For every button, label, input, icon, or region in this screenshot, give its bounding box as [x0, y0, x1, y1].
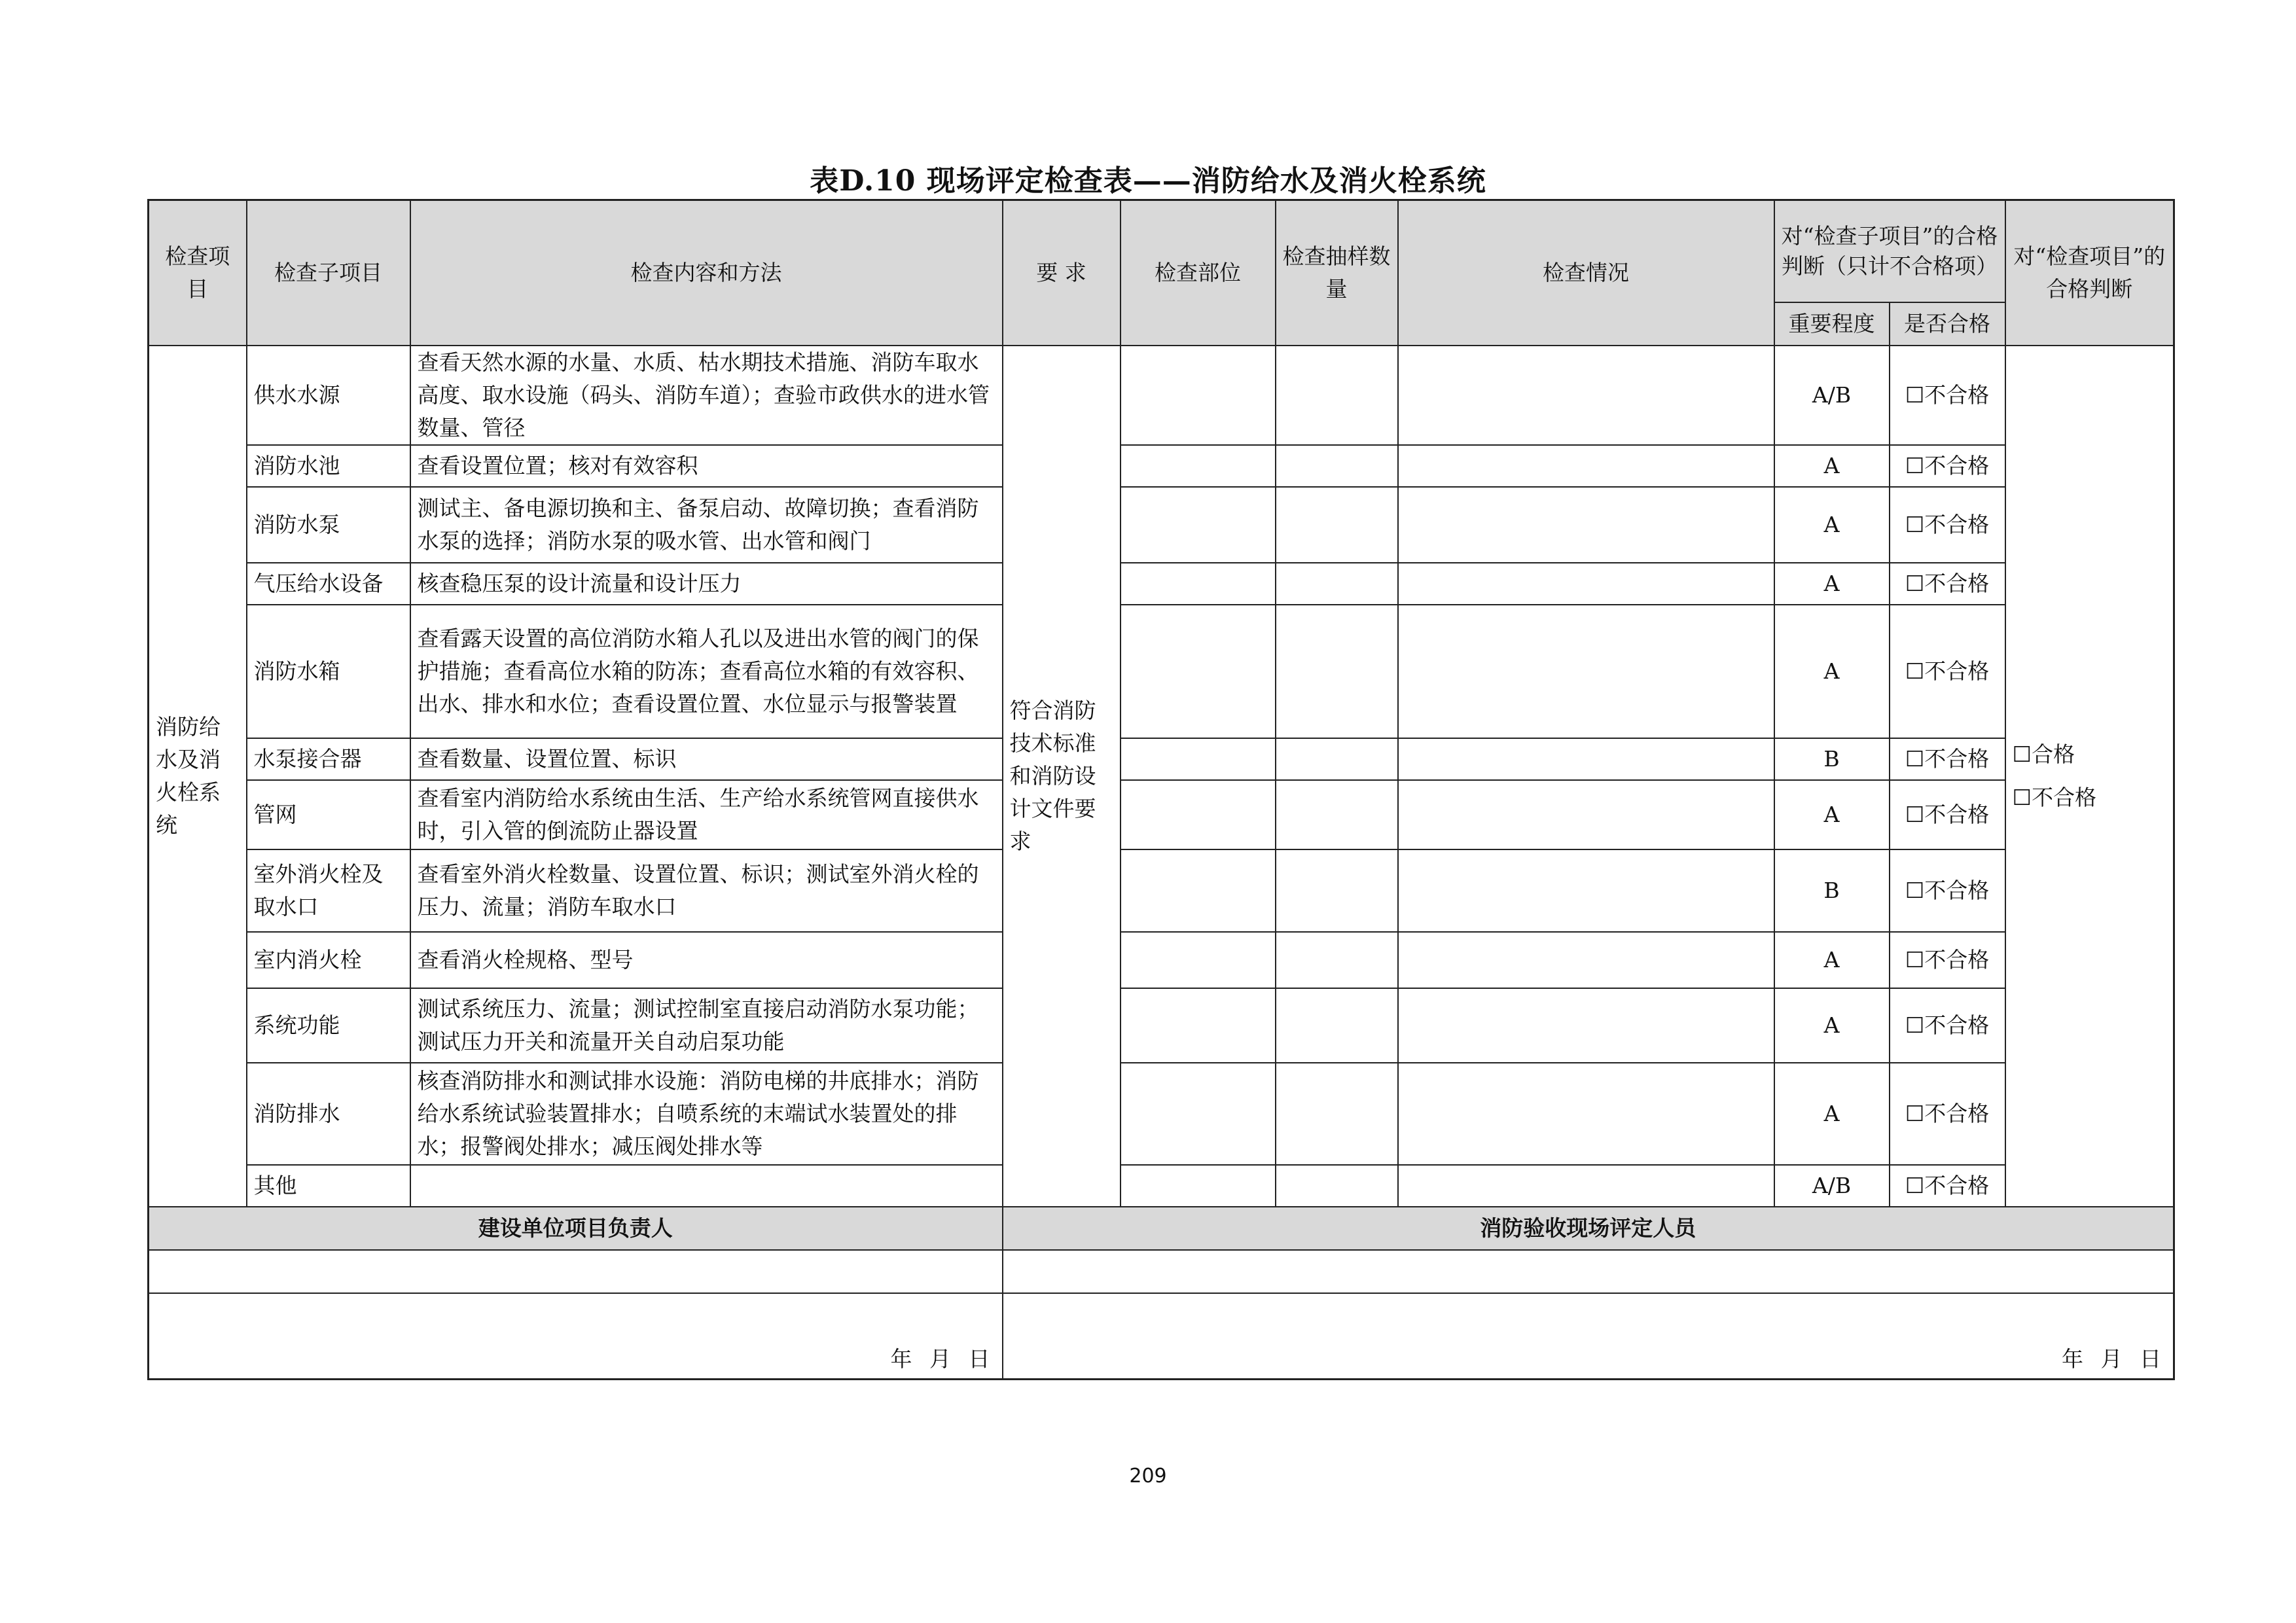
sample-input[interactable]: [1276, 738, 1398, 780]
fail-checkbox[interactable]: ☐不合格: [1890, 932, 2005, 988]
fail-checkbox[interactable]: ☐不合格: [1890, 738, 2005, 780]
fail-checkbox[interactable]: ☐不合格: [1890, 1063, 2005, 1165]
sample-input[interactable]: [1276, 849, 1398, 932]
method-text: 测试主、备电源切换和主、备泵启动、故障切换；查看消防水泵的选择；消防水泵的吸水管、出水管和阀门: [410, 487, 1003, 563]
method-text: 核查稳压泵的设计流量和设计压力: [410, 563, 1003, 605]
situation-input[interactable]: [1398, 932, 1774, 988]
method-text: 查看天然水源的水量、水质、枯水期技术措施、消防车取水高度、取水设施（码头、消防车道）；查验市政供水的进水管数量、管径: [410, 346, 1003, 445]
page-number: 209: [1129, 1465, 1167, 1488]
fail-checkbox[interactable]: ☐不合格: [1890, 780, 2005, 849]
header-sub-judgment: 对“检查子项目”的合格判断（只计不合格项）: [1774, 200, 2005, 302]
fail-checkbox[interactable]: ☐不合格: [1890, 346, 2005, 445]
importance-level: B: [1774, 738, 1890, 780]
fail-checkbox[interactable]: ☐不合格: [1890, 563, 2005, 605]
location-input[interactable]: [1121, 988, 1276, 1063]
sub-item: 消防水泵: [247, 487, 410, 563]
situation-input[interactable]: [1398, 738, 1774, 780]
sample-input[interactable]: [1276, 988, 1398, 1063]
importance-level: A: [1774, 445, 1890, 487]
sub-item: 室内消火栓: [247, 932, 410, 988]
sub-item: 室外消火栓及取水口: [247, 849, 410, 932]
inspector-signature-title: 消防验收现场评定人员: [1003, 1207, 2174, 1250]
importance-level: A: [1774, 563, 1890, 605]
situation-input[interactable]: [1398, 1165, 1774, 1207]
method-text: 查看室内消防给水系统由生活、生产给水系统管网直接供水时，引入管的倒流防止器设置: [410, 780, 1003, 849]
header-is-qualified: 是否合格: [1890, 302, 2005, 346]
sample-input[interactable]: [1276, 487, 1398, 563]
header-situation: 检查情况: [1398, 200, 1774, 346]
fail-checkbox[interactable]: ☐不合格: [1890, 988, 2005, 1063]
sample-input[interactable]: [1276, 563, 1398, 605]
location-input[interactable]: [1121, 738, 1276, 780]
location-input[interactable]: [1121, 932, 1276, 988]
importance-level: A: [1774, 1063, 1890, 1165]
category-cell: 消防给水及消火栓系统: [149, 346, 247, 1207]
situation-input[interactable]: [1398, 780, 1774, 849]
method-text: 核查消防排水和测试排水设施：消防电梯的井底排水；消防给水系统试验装置排水；自喷系统的末端试水装置处的排水；报警阀处排水；减压阀处排水等: [410, 1063, 1003, 1165]
situation-input[interactable]: [1398, 1063, 1774, 1165]
location-input[interactable]: [1121, 563, 1276, 605]
situation-input[interactable]: [1398, 563, 1774, 605]
location-input[interactable]: [1121, 1063, 1276, 1165]
fail-checkbox[interactable]: ☐不合格: [1890, 487, 2005, 563]
page-title: 表D.10 现场评定检查表——消防给水及消火栓系统: [810, 164, 1486, 198]
inspection-table: [147, 199, 2175, 1380]
header-item: 检查项目: [149, 200, 247, 346]
method-text: 查看室外消火栓数量、设置位置、标识；测试室外消火栓的压力、流量；消防车取水口: [410, 849, 1003, 932]
sub-item: 气压给水设备: [247, 563, 410, 605]
sub-item: 管网: [247, 780, 410, 849]
sample-input[interactable]: [1276, 780, 1398, 849]
inspector-date-field[interactable]: 年 月 日: [1003, 1293, 2174, 1380]
method-text: 查看设置位置；核对有效容积: [410, 445, 1003, 487]
situation-input[interactable]: [1398, 988, 1774, 1063]
header-location: 检查部位: [1121, 200, 1276, 346]
importance-level: A: [1774, 780, 1890, 849]
situation-input[interactable]: [1398, 346, 1774, 445]
header-importance: 重要程度: [1774, 302, 1890, 346]
importance-level: A: [1774, 605, 1890, 738]
inspector-signature-field[interactable]: [1003, 1250, 2174, 1293]
importance-level: A/B: [1774, 1165, 1890, 1207]
sample-input[interactable]: [1276, 605, 1398, 738]
fail-checkbox[interactable]: ☐不合格: [1890, 605, 2005, 738]
sub-item: 水泵接合器: [247, 738, 410, 780]
builder-signature-field[interactable]: [149, 1250, 1003, 1293]
fail-checkbox[interactable]: ☐不合格: [1890, 445, 2005, 487]
method-text: 查看数量、设置位置、标识: [410, 738, 1003, 780]
sample-input[interactable]: [1276, 1063, 1398, 1165]
overall-judgment-cell: [2005, 346, 2174, 1207]
sub-item: 系统功能: [247, 988, 410, 1063]
location-input[interactable]: [1121, 605, 1276, 738]
builder-signature-title: 建设单位项目负责人: [149, 1207, 1003, 1250]
location-input[interactable]: [1121, 445, 1276, 487]
overall-pass-checkbox[interactable]: ☐合格: [2012, 741, 2075, 767]
situation-input[interactable]: [1398, 445, 1774, 487]
method-text: 查看露天设置的高位消防水箱人孔以及进出水管的阀门的保护措施；查看高位水箱的防冻；查看高位水箱的有效容积、出水、排水和水位；查看设置位置、水位显示与报警装置: [410, 605, 1003, 738]
requirement-cell: 符合消防技术标准和消防设计文件要求: [1003, 346, 1121, 1207]
sub-item: 供水水源: [247, 346, 410, 445]
header-item-judgment: 对“检查项目”的合格判断: [2005, 200, 2174, 346]
method-text: [410, 1165, 1003, 1207]
importance-level: A: [1774, 487, 1890, 563]
importance-level: B: [1774, 849, 1890, 932]
header-requirement: 要 求: [1003, 200, 1121, 346]
location-input[interactable]: [1121, 780, 1276, 849]
sub-item: 其他: [247, 1165, 410, 1207]
situation-input[interactable]: [1398, 849, 1774, 932]
fail-checkbox[interactable]: ☐不合格: [1890, 1165, 2005, 1207]
location-input[interactable]: [1121, 346, 1276, 445]
location-input[interactable]: [1121, 849, 1276, 932]
location-input[interactable]: [1121, 487, 1276, 563]
header-sub-item: 检查子项目: [247, 200, 410, 346]
method-text: 测试系统压力、流量；测试控制室直接启动消防水泵功能；测试压力开关和流量开关自动启泵功能: [410, 988, 1003, 1063]
importance-level: A/B: [1774, 346, 1890, 445]
builder-date-field[interactable]: 年 月 日: [149, 1293, 1003, 1380]
importance-level: A: [1774, 932, 1890, 988]
location-input[interactable]: [1121, 1165, 1276, 1207]
sub-item: 消防排水: [247, 1063, 410, 1165]
situation-input[interactable]: [1398, 605, 1774, 738]
importance-level: A: [1774, 988, 1890, 1063]
sub-item: 消防水池: [247, 445, 410, 487]
sample-input[interactable]: [1276, 1165, 1398, 1207]
overall-fail-checkbox[interactable]: ☐不合格: [2012, 784, 2097, 810]
fail-checkbox[interactable]: ☐不合格: [1890, 849, 2005, 932]
method-text: 查看消火栓规格、型号: [410, 932, 1003, 988]
sample-input[interactable]: [1276, 932, 1398, 988]
header-method: 检查内容和方法: [410, 200, 1003, 346]
situation-input[interactable]: [1398, 487, 1774, 563]
sample-input[interactable]: [1276, 346, 1398, 445]
header-sample-qty: 检查抽样数量: [1276, 200, 1398, 346]
sub-item: 消防水箱: [247, 605, 410, 738]
sample-input[interactable]: [1276, 445, 1398, 487]
